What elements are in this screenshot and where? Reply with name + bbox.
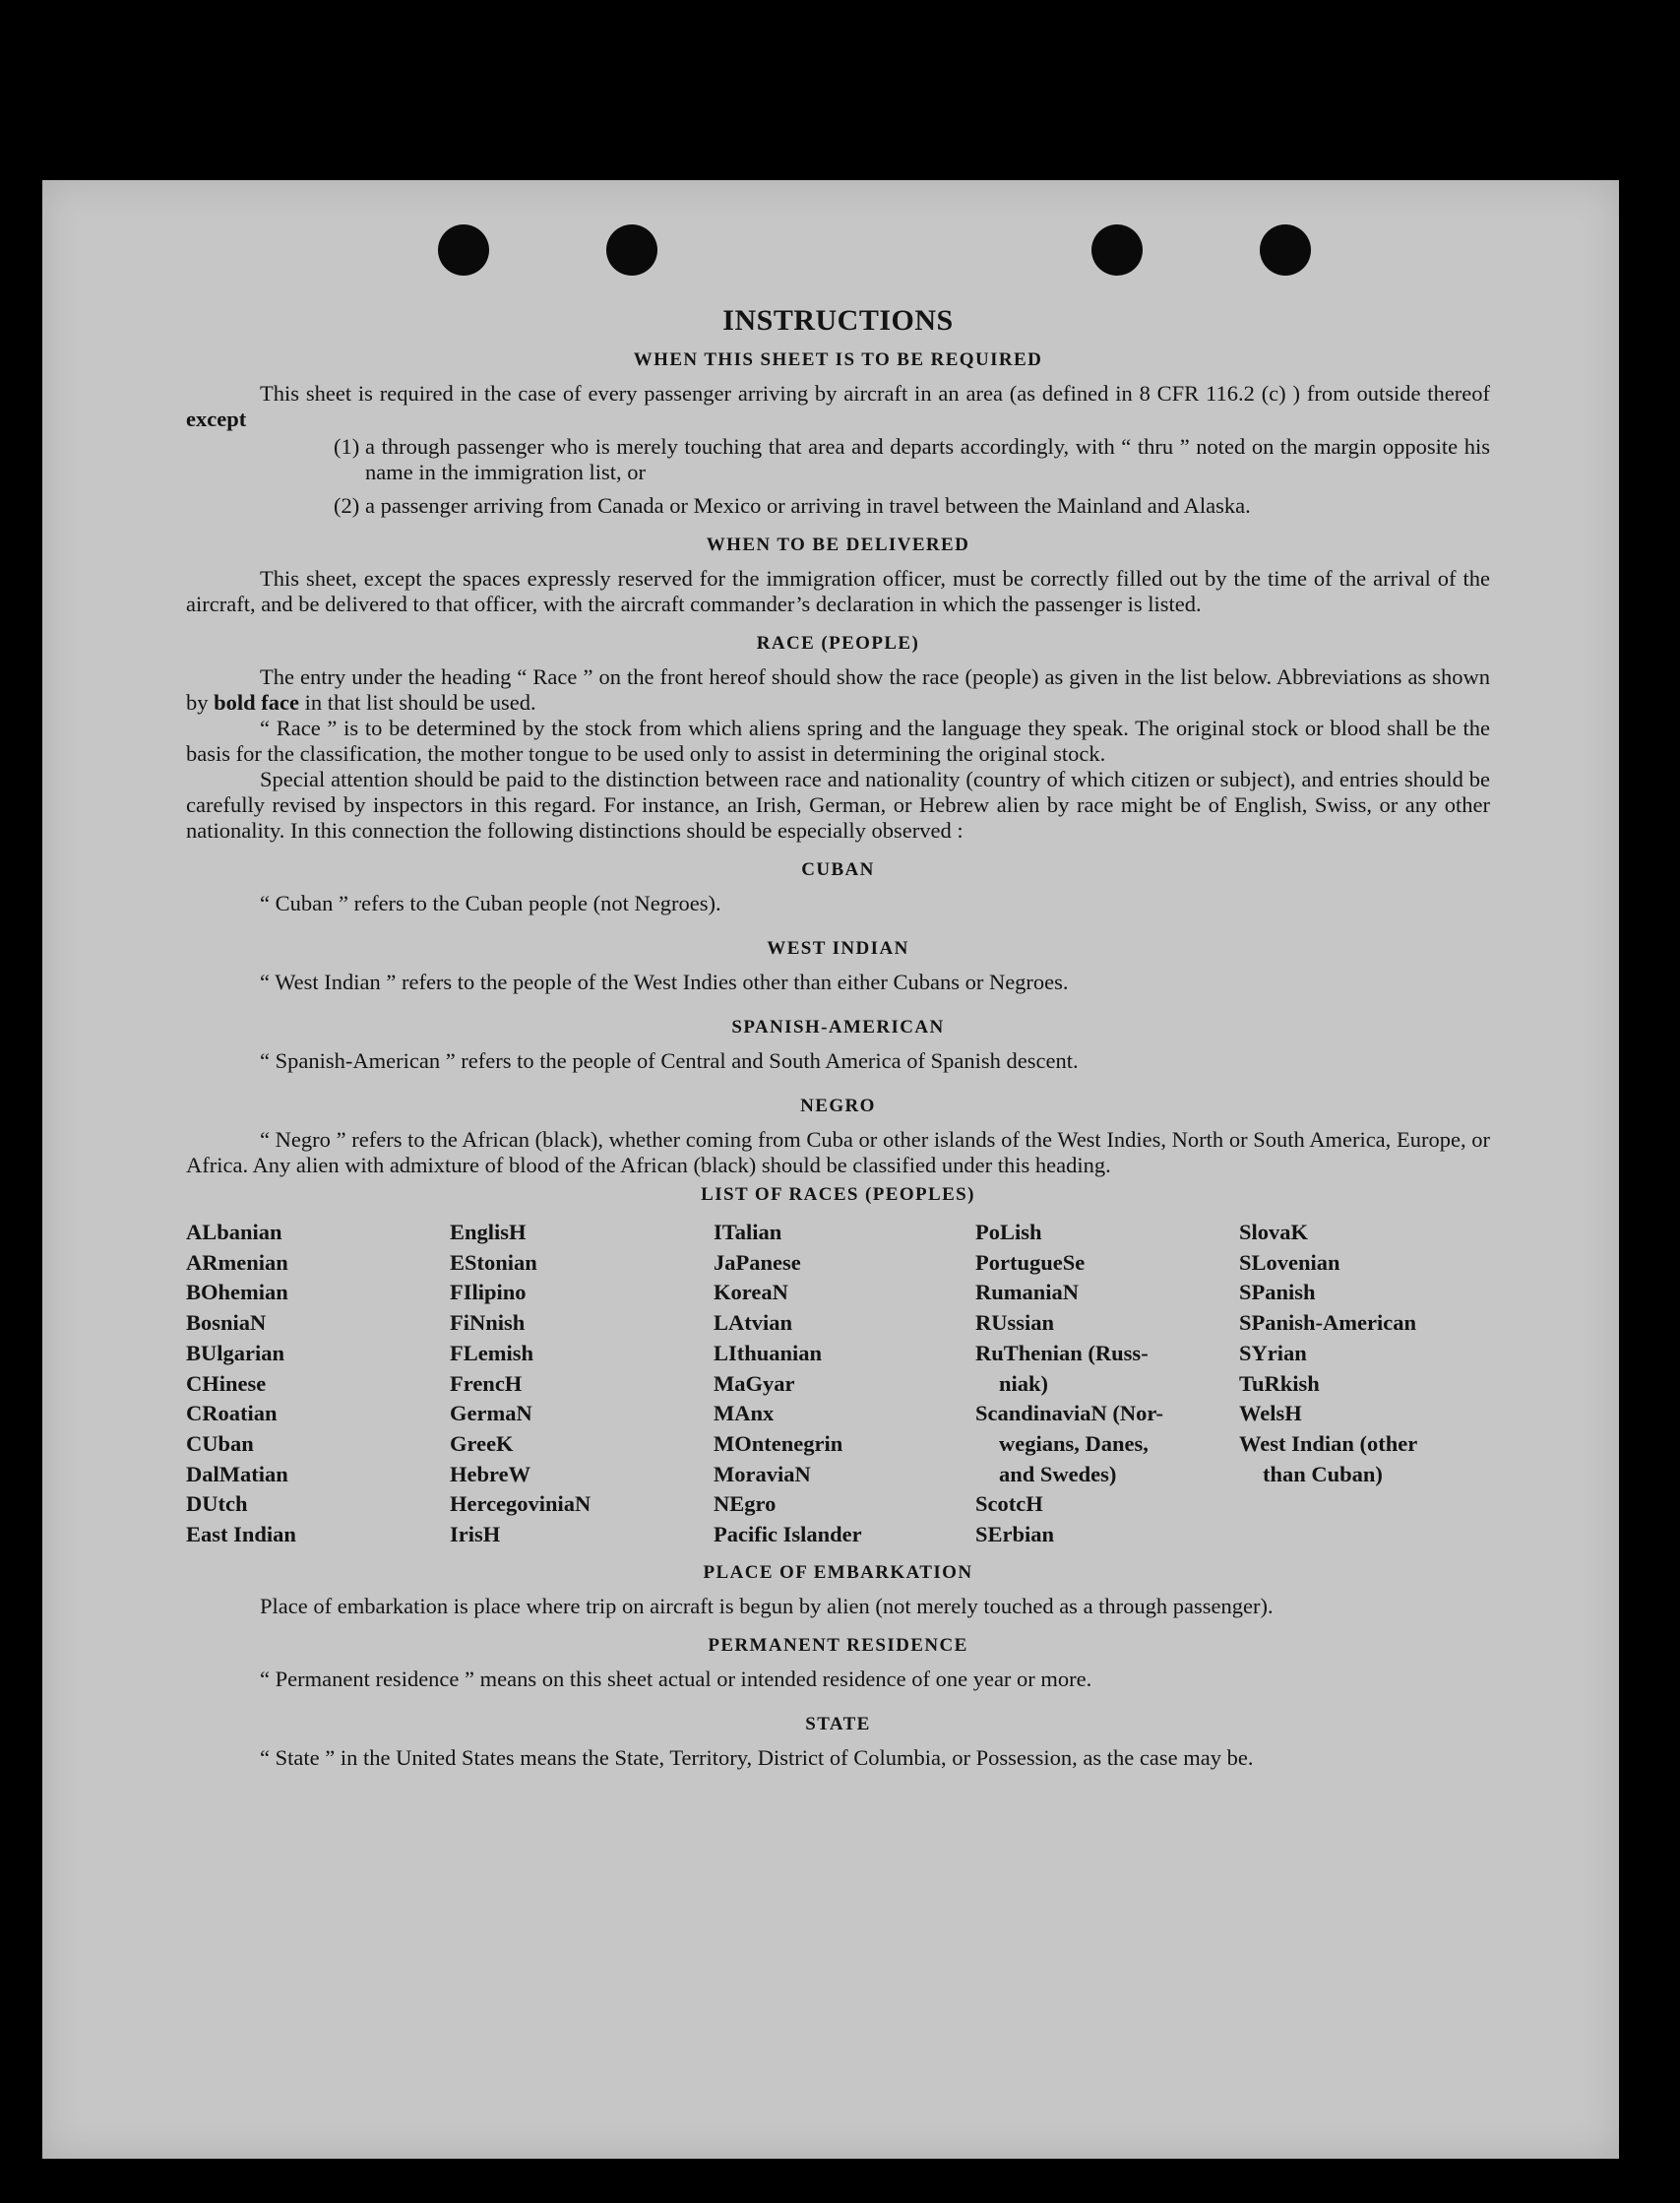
race-entry: IrisH (450, 1522, 501, 1547)
race-entry: TuRkish (1239, 1370, 1320, 1396)
race-entry-continued: wegians, Danes, (999, 1430, 1149, 1456)
race-paragraph-2: “ Race ” is to be determined by the stock from which aliens spring and the language they speak. The original stock or blood shall be the basis for the classification, the mother tongue to be used only to assist in determining the original stock. (186, 716, 1490, 766)
race-entry: SlovaK (1239, 1220, 1309, 1244)
race-entry: CRoatian (186, 1401, 278, 1426)
race-entry: CUban (186, 1430, 254, 1456)
race-entry: MaGyar (714, 1370, 795, 1396)
race-list-table (186, 1218, 1490, 1550)
item-text: a passenger arriving from Canada or Mexico or arriving in travel between the Mainland and Alaska. (365, 493, 1251, 518)
race-entry: MAnx (714, 1401, 775, 1426)
bold-face-label: bold face (214, 690, 299, 715)
race-entry: NEgro (714, 1491, 777, 1517)
race-entry: RumaniaN (975, 1280, 1080, 1305)
race-entry-continued: niak) (999, 1370, 1049, 1396)
race-column (186, 1218, 450, 1550)
cuban-text: “ Cuban ” refers to the Cuban people (not Negroes). (260, 891, 721, 915)
race-entry-continued: than Cuban) (1263, 1461, 1383, 1486)
when-delivered-text: This sheet, except the spaces expressly reserved for the immigration officer, must be correctly filled out by the time of the arrival of the aircraft, and be delivered to that officer, with the aircraft commander’s declaration in which the passenger is listed. (186, 566, 1490, 616)
race-entry: DUtch (186, 1491, 248, 1517)
west-indian-text: “ West Indian ” refers to the people of the West Indies other than either Cubans or Negroes. (260, 970, 1069, 994)
page-title: INSTRUCTIONS (722, 304, 954, 337)
exception-item (334, 434, 1490, 485)
race-entry: LIthuanian (714, 1340, 823, 1365)
item-number: (2) (334, 493, 360, 518)
race-entry: RUssian (975, 1310, 1055, 1336)
state-text: “ State ” in the United States means the State, Territory, District of Columbia, or Possession, as the case may be. (260, 1744, 1254, 1770)
item-text: a through passenger who is merely touching that area and departs accordingly, with “ thru ” noted on the margin opposite his name in the immigration list, or (365, 434, 1490, 484)
race-entry: PoLish (975, 1220, 1042, 1244)
race-entry: SYrian (1239, 1340, 1307, 1365)
race-entry: JaPanese (714, 1249, 801, 1275)
race-paragraph-3: Special attention should be paid to the distinction between race and nationality (country of which citizen or subject), and entries should be carefully revised by inspectors in this regard. For instance, an Irish, German, or Hebrew alien by race might be of English, Swiss, or any other nationality. In this connection the following distinctions should be especially observed : (186, 767, 1490, 843)
punch-hole (1260, 224, 1311, 276)
race-entry: RuThenian (Russ- (975, 1340, 1149, 1365)
race-column (714, 1218, 975, 1550)
residence-text: “ Permanent residence ” means on this sheet actual or intended residence of one year or more. (260, 1666, 1092, 1691)
race-entry: EnglisH (450, 1220, 527, 1244)
race-entry: ITalian (714, 1220, 782, 1244)
race-entry: SPanish (1239, 1280, 1316, 1305)
race-entry: GermaN (450, 1401, 532, 1426)
spanish-american-text: “ Spanish-American ” refers to the people of Central and South America of Spanish descent. (260, 1048, 1079, 1073)
heading-when-delivered: WHEN TO BE DELIVERED (706, 535, 970, 555)
race-entry: SPanish-American (1239, 1310, 1416, 1336)
race-entry: HebreW (450, 1461, 531, 1486)
race-entry: ScandinaviaN (Nor- (975, 1401, 1164, 1426)
heading-permanent-residence: PERMANENT RESIDENCE (708, 1634, 968, 1656)
document-sheet (42, 180, 1619, 2159)
race-column (1239, 1218, 1490, 1550)
race-entry: MOntenegrin (714, 1430, 843, 1456)
heading-negro: NEGRO (800, 1096, 876, 1116)
race-entry: BOhemian (186, 1280, 288, 1305)
race-column (975, 1218, 1239, 1550)
race-entry: FIlipino (450, 1280, 527, 1305)
race-entry: Pacific Islander (714, 1522, 862, 1547)
heading-state: STATE (805, 1713, 871, 1734)
punch-hole (1091, 224, 1143, 276)
race-paragraph-1: The entry under the heading “ Race ” on the front hereof should show the race (people) as given in the list below. Abbreviations as shown by bold face in that list should be used. (186, 664, 1490, 715)
race-entry: CHinese (186, 1370, 267, 1396)
except-bold: except (186, 407, 247, 431)
race-entry: FiNnish (450, 1310, 526, 1336)
race-entry: BosniaN (186, 1310, 267, 1336)
race-entry: West Indian (other (1239, 1430, 1418, 1456)
race-entry: BUlgarian (186, 1340, 285, 1365)
race-entry-continued: and Swedes) (999, 1461, 1117, 1486)
heading-west-indian: WEST INDIAN (767, 938, 909, 959)
race-entry: GreeK (450, 1430, 514, 1456)
race-entry: East Indian (186, 1522, 296, 1547)
race-entry: ALbanian (186, 1220, 282, 1244)
negro-text: “ Negro ” refers to the African (black), whether coming from Cuba or other islands of the West Indies, North or South America, Europe, or Africa. Any alien with admixture of blood of the African (black) should be classified under this heading. (186, 1127, 1490, 1177)
race-entry: ARmenian (186, 1249, 288, 1275)
punch-hole (606, 224, 657, 276)
race-entry: HercegoviniaN (450, 1491, 591, 1517)
heading-spanish-american: SPANISH-AMERICAN (731, 1017, 945, 1038)
heading-list-of-races: LIST OF RACES (PEOPLES) (701, 1184, 975, 1205)
when-required-intro: This sheet is required in the case of every passenger arriving by aircraft in an area (as defined in 8 CFR 116.2 (c) ) from outside thereof except (186, 381, 1490, 431)
race-entry: SErbian (975, 1522, 1055, 1547)
race-entry: KoreaN (714, 1280, 788, 1305)
race-entry: PortugueSe (975, 1249, 1086, 1275)
heading-when-required: WHEN THIS SHEET IS TO BE REQUIRED (633, 349, 1043, 370)
exception-item (334, 493, 1490, 519)
item-number: (1) (334, 434, 360, 459)
race-column (450, 1218, 714, 1550)
heading-cuban: CUBAN (801, 859, 875, 880)
race-entry: MoraviaN (714, 1461, 811, 1486)
race-entry: DalMatian (186, 1461, 288, 1486)
race-entry: ScotcH (975, 1491, 1043, 1517)
race-entry: FrencH (450, 1370, 523, 1396)
heading-embarkation: PLACE OF EMBARKATION (703, 1561, 973, 1583)
race-entry: EStonian (450, 1249, 537, 1275)
race-entry: SLovenian (1239, 1249, 1340, 1275)
race-entry: WelsH (1239, 1401, 1302, 1426)
race-entry: LAtvian (714, 1310, 793, 1336)
punch-hole (438, 224, 489, 276)
instructions-content (186, 304, 1490, 1771)
embarkation-text: Place of embarkation is place where trip on aircraft is begun by alien (not merely touched as a through passenger). (260, 1593, 1274, 1618)
heading-race: RACE (PEOPLE) (756, 633, 920, 654)
race-entry: FLemish (450, 1340, 534, 1365)
